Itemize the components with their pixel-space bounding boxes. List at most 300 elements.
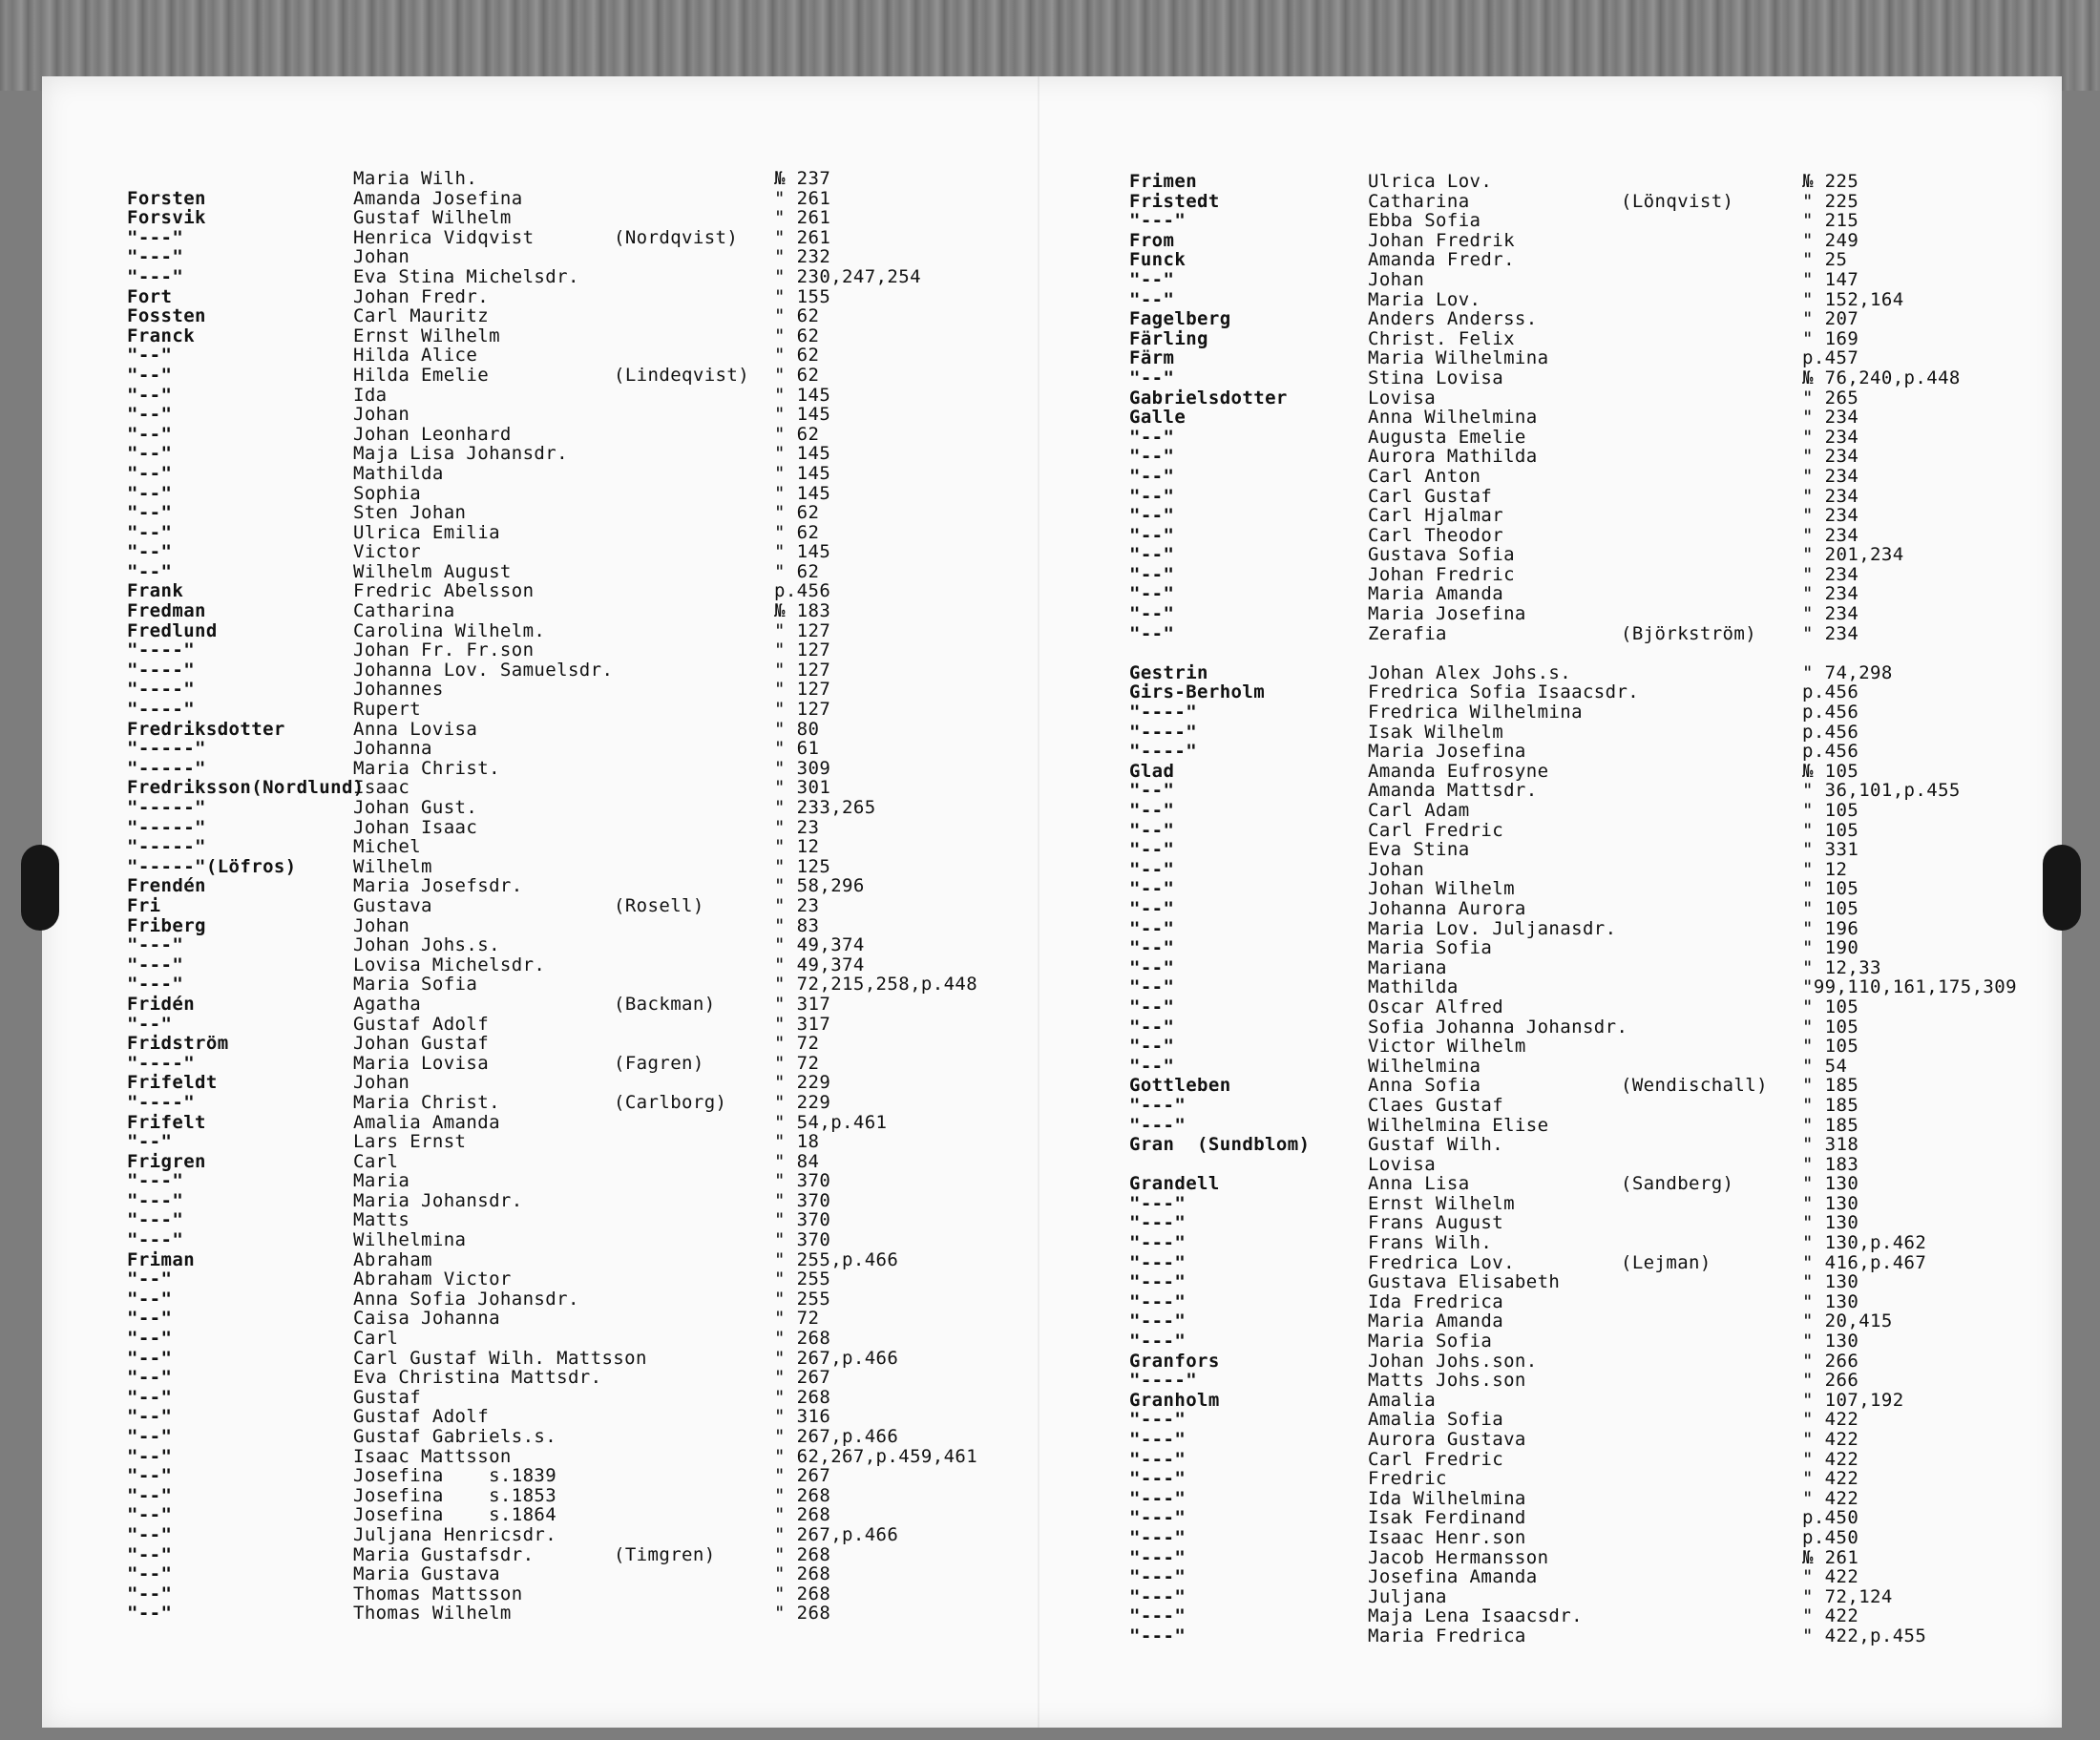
surname-cell: "---" bbox=[1129, 1566, 1186, 1588]
surname-cell: "----" bbox=[127, 659, 196, 681]
surname-cell: Glad bbox=[1129, 760, 1175, 782]
reference-number: " 105 bbox=[1802, 878, 1859, 900]
given-name-cell: Wilhelmina Elise bbox=[1368, 1114, 1549, 1136]
given-name-cell: Maria Lov. Juljanasdr. bbox=[1368, 917, 1617, 939]
given-name-cell: Maria Josefina bbox=[1368, 741, 1526, 763]
surname-cell: "--" bbox=[127, 1386, 173, 1408]
reference-number: " 84 bbox=[774, 1150, 820, 1172]
surname-cell: "-----" bbox=[127, 816, 206, 838]
reference-number: " 234 bbox=[1802, 426, 1859, 448]
reference-number: " 234 bbox=[1802, 563, 1859, 585]
given-name-cell: Caisa Johanna bbox=[353, 1308, 500, 1330]
surname-cell: "--" bbox=[1129, 897, 1175, 919]
given-name-cell: Thomas Mattsson bbox=[353, 1583, 523, 1604]
reference-number: " 127 bbox=[774, 639, 831, 661]
surname-cell: Fagelberg bbox=[1129, 308, 1231, 330]
given-name-cell: Johan Leonhard bbox=[353, 423, 512, 445]
surname-cell: "-----"(Löfros) bbox=[127, 855, 297, 877]
surname-cell: Fri bbox=[127, 894, 161, 916]
given-name-cell: Johan Fredr. bbox=[353, 285, 490, 307]
reference-number: " 145 bbox=[774, 404, 831, 426]
surname-cell: "--" bbox=[1129, 956, 1175, 978]
reference-number: " 54 bbox=[1802, 1055, 1848, 1077]
given-name-cell: Johan Fredric bbox=[1368, 563, 1515, 585]
given-name-cell: Johan Fredrik bbox=[1368, 229, 1515, 251]
reference-number: " 422,p.455 bbox=[1802, 1625, 1927, 1646]
given-name-cell: Carl Fredric bbox=[1368, 1448, 1504, 1470]
maiden-name-note: (Nordqvist) bbox=[614, 226, 739, 248]
given-name-cell: Mathilda bbox=[1368, 976, 1459, 998]
surname-cell: "----" bbox=[127, 639, 196, 661]
reference-number: " 249 bbox=[1802, 229, 1859, 251]
surname-cell: Gottleben bbox=[1129, 1075, 1231, 1097]
surname-cell: "--" bbox=[127, 1347, 173, 1369]
surname-cell: "--" bbox=[127, 1603, 173, 1625]
given-name-cell: Stina Lovisa bbox=[1368, 367, 1504, 388]
given-name-cell: Fredrica Sofia Isaacsdr. bbox=[1368, 681, 1640, 703]
reference-number: " 49,374 bbox=[774, 954, 865, 975]
surname-cell: "---" bbox=[1129, 1192, 1186, 1214]
given-name-cell: Lovisa bbox=[1368, 387, 1437, 409]
surname-cell: "---" bbox=[1129, 1290, 1186, 1312]
surname-cell: Gabrielsdotter bbox=[1129, 387, 1288, 409]
reference-number: " 127 bbox=[774, 619, 831, 641]
given-name-cell: Maria Lovisa bbox=[353, 1052, 490, 1074]
surname-cell: Forsten bbox=[127, 187, 206, 209]
given-name-cell: Carl Anton bbox=[1368, 465, 1481, 487]
given-name-cell: Johan bbox=[353, 246, 410, 268]
maiden-name-note: (Rosell) bbox=[614, 894, 704, 916]
reference-number: № 76,240,p.448 bbox=[1802, 367, 1961, 388]
surname-cell: "--" bbox=[1129, 485, 1175, 507]
given-name-cell: Hilda Emelie bbox=[353, 364, 490, 386]
surname-cell: "--" bbox=[127, 364, 173, 386]
given-name-cell: Carl bbox=[353, 1150, 399, 1172]
reference-number: " 105 bbox=[1802, 996, 1859, 1017]
given-name-cell: Josefina s.1864 bbox=[353, 1504, 557, 1526]
reference-number: " 155 bbox=[774, 285, 831, 307]
given-name-cell: Juljana bbox=[1368, 1585, 1447, 1607]
given-name-cell: Frans Wilh. bbox=[1368, 1232, 1493, 1254]
given-name-cell: Maria Gustava bbox=[353, 1563, 500, 1585]
reference-number: " 261 bbox=[774, 207, 831, 229]
reference-number: " 54,p.461 bbox=[774, 1111, 888, 1133]
reference-number: " 201,234 bbox=[1802, 544, 1904, 566]
surname-cell: "---" bbox=[1129, 1429, 1186, 1450]
surname-cell: "---" bbox=[127, 1209, 184, 1231]
surname-cell: "--" bbox=[1129, 839, 1175, 861]
surname-cell: Färm bbox=[1129, 347, 1175, 369]
surname-cell: "---" bbox=[127, 246, 184, 268]
given-name-cell: Amalia Sofia bbox=[1368, 1409, 1504, 1431]
reference-number: " 234 bbox=[1802, 524, 1859, 546]
surname-cell: Forsvik bbox=[127, 207, 206, 229]
given-name-cell: Carl bbox=[353, 1328, 399, 1350]
surname-cell: Fort bbox=[127, 285, 173, 307]
surname-cell: "-----" bbox=[127, 836, 206, 858]
given-name-cell: Maria Amanda bbox=[1368, 1310, 1504, 1332]
surname-cell: Fridström bbox=[127, 1033, 229, 1055]
reference-number: " 207 bbox=[1802, 308, 1859, 330]
surname-cell: "--" bbox=[127, 1426, 173, 1447]
given-name-cell: Fredric bbox=[1368, 1468, 1447, 1490]
surname-cell: "--" bbox=[127, 1563, 173, 1585]
reference-number: " 317 bbox=[774, 993, 831, 1015]
reference-number: " 72,215,258,p.448 bbox=[774, 974, 978, 996]
reference-number: " 267 bbox=[774, 1465, 831, 1487]
reference-number: " 255 bbox=[774, 1288, 831, 1310]
reference-number: " 130 bbox=[1802, 1192, 1859, 1214]
surname-cell: "---" bbox=[1129, 1487, 1186, 1509]
reference-number: " 127 bbox=[774, 659, 831, 681]
reference-number: " 234 bbox=[1802, 465, 1859, 487]
given-name-cell: Johan bbox=[353, 404, 410, 426]
given-name-cell: Isaac Henr.son bbox=[1368, 1526, 1526, 1548]
given-name-cell: Gustava Sofia bbox=[1368, 544, 1515, 566]
reference-number: " 72 bbox=[774, 1308, 820, 1330]
reference-number: " 147 bbox=[1802, 268, 1859, 290]
reference-number: " 317 bbox=[774, 1013, 831, 1035]
reference-number: " 105 bbox=[1802, 819, 1859, 841]
surname-cell: "--" bbox=[1129, 1055, 1175, 1077]
maiden-name-note: (Sandberg) bbox=[1621, 1173, 1734, 1195]
given-name-cell: Maja Lena Isaacsdr. bbox=[1368, 1605, 1583, 1627]
given-name-cell: Fredric Abelsson bbox=[353, 580, 535, 602]
surname-cell: Friberg bbox=[127, 914, 206, 936]
reference-number: " 267,p.466 bbox=[774, 1347, 899, 1369]
reference-number: " 130,p.462 bbox=[1802, 1232, 1927, 1254]
surname-cell: "---" bbox=[1129, 1331, 1186, 1352]
surname-cell: Fredriksdotter bbox=[127, 718, 285, 740]
surname-cell: "----" bbox=[127, 1052, 196, 1074]
reference-number: " 130 bbox=[1802, 1271, 1859, 1293]
surname-cell: Grandell bbox=[1129, 1173, 1220, 1195]
surname-cell: "---" bbox=[1129, 1310, 1186, 1332]
given-name-cell: Mathilda bbox=[353, 462, 444, 484]
reference-number: " 268 bbox=[774, 1328, 831, 1350]
surname-cell: "----" bbox=[1129, 1370, 1198, 1392]
reference-number: " 422 bbox=[1802, 1448, 1859, 1470]
surname-cell: "--" bbox=[127, 1131, 173, 1153]
surname-cell: Fredlund bbox=[127, 619, 218, 641]
surname-cell: "--" bbox=[127, 541, 173, 563]
surname-cell: "--" bbox=[1129, 800, 1175, 821]
surname-cell: "--" bbox=[127, 482, 173, 504]
given-name-cell: Gustava bbox=[353, 894, 432, 916]
reference-number: " 145 bbox=[774, 462, 831, 484]
surname-cell: "--" bbox=[1129, 505, 1175, 527]
surname-cell: "--" bbox=[127, 1288, 173, 1310]
given-name-cell: Anna Lovisa bbox=[353, 718, 478, 740]
given-name-cell: Ida bbox=[353, 384, 388, 406]
surname-cell: Gran (Sundblom) bbox=[1129, 1134, 1311, 1156]
reference-number: " 266 bbox=[1802, 1370, 1859, 1392]
reference-number: " 261 bbox=[774, 226, 831, 248]
reference-number: " 185 bbox=[1802, 1075, 1859, 1097]
given-name-cell: Isaac bbox=[353, 777, 410, 799]
surname-cell: Gestrin bbox=[1129, 661, 1208, 683]
reference-number: " 145 bbox=[774, 482, 831, 504]
given-name-cell: Lars Ernst bbox=[353, 1131, 467, 1153]
surname-cell: "---" bbox=[127, 974, 184, 996]
given-name-cell: Wilhelmina bbox=[353, 1229, 467, 1251]
given-name-cell: Anders Anderss. bbox=[1368, 308, 1538, 330]
given-name-cell: Maria Gustafsdr. bbox=[353, 1543, 535, 1565]
given-name-cell: Carl Hjalmar bbox=[1368, 505, 1504, 527]
surname-cell: "----" bbox=[127, 1091, 196, 1113]
given-name-cell: Maria Lov. bbox=[1368, 288, 1481, 310]
surname-cell: Frank bbox=[127, 580, 184, 602]
reference-number: " 23 bbox=[774, 816, 820, 838]
surname-cell: "-----" bbox=[127, 738, 206, 760]
surname-cell: "---" bbox=[1129, 1448, 1186, 1470]
reference-number: " 62 bbox=[774, 345, 820, 367]
maiden-name-note: (Wendischall) bbox=[1621, 1075, 1768, 1097]
given-name-cell: Anna Sofia bbox=[1368, 1075, 1481, 1097]
given-name-cell: Josefina s.1853 bbox=[353, 1484, 557, 1506]
surname-cell: "--" bbox=[1129, 622, 1175, 644]
surname-cell: "--" bbox=[127, 1308, 173, 1330]
surname-cell: Fredman bbox=[127, 600, 206, 622]
given-name-cell: Johan Gust. bbox=[353, 797, 478, 818]
given-name-cell: Johan bbox=[1368, 268, 1425, 290]
given-name-cell: Abraham bbox=[353, 1248, 432, 1270]
surname-cell: "--" bbox=[1129, 937, 1175, 959]
reference-number: " 422 bbox=[1802, 1409, 1859, 1431]
reference-number: " 232 bbox=[774, 246, 831, 268]
reference-number: " 127 bbox=[774, 699, 831, 721]
given-name-cell: Ernst Wilhelm bbox=[353, 325, 500, 346]
surname-cell: "---" bbox=[1129, 1585, 1186, 1607]
surname-cell: "--" bbox=[1129, 268, 1175, 290]
reference-number: " 268 bbox=[774, 1603, 831, 1625]
surname-cell: "--" bbox=[127, 521, 173, 543]
surname-cell: "--" bbox=[1129, 288, 1175, 310]
surname-cell: "--" bbox=[127, 404, 173, 426]
surname-cell: "--" bbox=[1129, 780, 1175, 802]
given-name-cell: Maria Johansdr. bbox=[353, 1189, 523, 1211]
surname-cell: "--" bbox=[1129, 996, 1175, 1017]
page-fold bbox=[1038, 76, 1040, 1728]
reference-number: p.456 bbox=[774, 580, 831, 602]
reference-number: " 20,415 bbox=[1802, 1310, 1893, 1332]
surname-cell: "--" bbox=[127, 502, 173, 524]
surname-cell: "--" bbox=[1129, 819, 1175, 841]
given-name-cell: Carl Gustaf Wilh. Mattsson bbox=[353, 1347, 647, 1369]
given-name-cell: Maria Sofia bbox=[353, 974, 478, 996]
surname-cell: "---" bbox=[1129, 1468, 1186, 1490]
reference-number: " 267,p.466 bbox=[774, 1523, 899, 1545]
surname-cell: "--" bbox=[127, 1328, 173, 1350]
surname-cell: "--" bbox=[127, 443, 173, 465]
given-name-cell: Josefina Amanda bbox=[1368, 1566, 1538, 1588]
surname-cell: "---" bbox=[1129, 210, 1186, 232]
given-name-cell: Carl Fredric bbox=[1368, 819, 1504, 841]
given-name-cell: Johanna bbox=[353, 738, 432, 760]
surname-cell: Girs-Berholm bbox=[1129, 681, 1266, 703]
reference-number: " 233,265 bbox=[774, 797, 876, 818]
surname-cell: "--" bbox=[1129, 544, 1175, 566]
reference-number: " 225 bbox=[1802, 190, 1859, 212]
given-name-cell: Gustaf Adolf bbox=[353, 1406, 490, 1428]
given-name-cell: Lovisa Michelsdr. bbox=[353, 954, 546, 975]
given-name-cell: Aurora Mathilda bbox=[1368, 446, 1538, 468]
surname-cell: From bbox=[1129, 229, 1175, 251]
given-name-cell: Eva Christina Mattsdr. bbox=[353, 1367, 602, 1389]
given-name-cell: Anna Sofia Johansdr. bbox=[353, 1288, 579, 1310]
surname-cell: Fredriksson(Nordlund) bbox=[127, 777, 365, 799]
reference-number: " 422 bbox=[1802, 1605, 1859, 1627]
given-name-cell: Ulrica Lov. bbox=[1368, 171, 1493, 192]
surname-cell: "---" bbox=[127, 226, 184, 248]
reference-number: " 268 bbox=[774, 1583, 831, 1604]
given-name-cell: Carl Adam bbox=[1368, 800, 1470, 821]
reference-number: " 25 bbox=[1802, 249, 1848, 271]
given-name-cell: Maria Josefina bbox=[1368, 603, 1526, 625]
surname-cell: "----" bbox=[1129, 741, 1198, 763]
reference-number: " 255,p.466 bbox=[774, 1248, 899, 1270]
surname-cell: Frimen bbox=[1129, 171, 1198, 192]
surname-cell: "--" bbox=[127, 1583, 173, 1604]
given-name-cell: Maria Wilhelmina bbox=[1368, 347, 1549, 369]
reference-number: " 152,164 bbox=[1802, 288, 1904, 310]
given-name-cell: Mariana bbox=[1368, 956, 1447, 978]
given-name-cell: Gustaf Gabriels.s. bbox=[353, 1426, 557, 1447]
reference-number: " 145 bbox=[774, 541, 831, 563]
reference-number: " 370 bbox=[774, 1170, 831, 1192]
given-name-cell: Oscar Alfred bbox=[1368, 996, 1504, 1017]
given-name-cell: Matts Johs.son bbox=[1368, 1370, 1526, 1392]
surname-cell: "---" bbox=[1129, 1271, 1186, 1293]
reference-number: " 125 bbox=[774, 855, 831, 877]
surname-cell: "--" bbox=[1129, 465, 1175, 487]
given-name-cell: Ernst Wilhelm bbox=[1368, 1192, 1515, 1214]
given-name-cell: Hilda Alice bbox=[353, 345, 478, 367]
given-name-cell: Ida Wilhelmina bbox=[1368, 1487, 1526, 1509]
reference-number: " 422 bbox=[1802, 1487, 1859, 1509]
given-name-cell: Wilhelmina bbox=[1368, 1055, 1481, 1077]
surname-cell: "--" bbox=[127, 1013, 173, 1035]
given-name-cell: Amanda Eufrosyne bbox=[1368, 760, 1549, 782]
reference-number: " 268 bbox=[774, 1504, 831, 1526]
reference-number: " 267 bbox=[774, 1367, 831, 1389]
given-name-cell: Lovisa bbox=[1368, 1153, 1437, 1175]
reference-number: " 370 bbox=[774, 1229, 831, 1251]
surname-cell: Fridén bbox=[127, 993, 196, 1015]
reference-number: p.457 bbox=[1802, 347, 1859, 369]
reference-number: " 268 bbox=[774, 1484, 831, 1506]
given-name-cell: Henrica Vidqvist bbox=[353, 226, 535, 248]
given-name-cell: Carl Gustaf bbox=[1368, 485, 1493, 507]
surname-cell: "--" bbox=[1129, 1016, 1175, 1038]
reference-number: " 130 bbox=[1802, 1212, 1859, 1234]
given-name-cell: Maria Amanda bbox=[1368, 583, 1504, 605]
reference-number: " 72,124 bbox=[1802, 1585, 1893, 1607]
surname-cell: "---" bbox=[127, 265, 184, 287]
given-name-cell: Ida Fredrica bbox=[1368, 1290, 1504, 1312]
reference-number: " 80 bbox=[774, 718, 820, 740]
reference-number: " 62 bbox=[774, 521, 820, 543]
reference-number: p.456 bbox=[1802, 702, 1859, 723]
reference-number: p.456 bbox=[1802, 721, 1859, 743]
reference-number: № 261 bbox=[1802, 1546, 1859, 1568]
surname-cell: "---" bbox=[1129, 1212, 1186, 1234]
reference-number: " 229 bbox=[774, 1091, 831, 1113]
surname-cell: "--" bbox=[1129, 583, 1175, 605]
surname-cell: Fossten bbox=[127, 305, 206, 327]
given-name-cell: Matts bbox=[353, 1209, 410, 1231]
reference-number: " 12 bbox=[774, 836, 820, 858]
given-name-cell: Amanda Josefina bbox=[353, 187, 523, 209]
given-name-cell: Gustaf Wilhelm bbox=[353, 207, 512, 229]
reference-number: " 62 bbox=[774, 423, 820, 445]
given-name-cell: Johan bbox=[353, 914, 410, 936]
surname-cell: "---" bbox=[1129, 1605, 1186, 1627]
reference-number: " 130 bbox=[1802, 1173, 1859, 1195]
reference-number: " 416,p.467 bbox=[1802, 1251, 1927, 1273]
surname-cell: "--" bbox=[1129, 858, 1175, 880]
given-name-cell: Maria Christ. bbox=[353, 757, 500, 779]
surname-cell: "--" bbox=[127, 1465, 173, 1487]
surname-cell: "---" bbox=[127, 954, 184, 975]
reference-number: " 62,267,p.459,461 bbox=[774, 1445, 978, 1467]
given-name-cell: Zerafia bbox=[1368, 622, 1447, 644]
given-name-cell: Johan Gustaf bbox=[353, 1033, 490, 1055]
reference-number: " 318 bbox=[1802, 1134, 1859, 1156]
surname-cell: "---" bbox=[1129, 1526, 1186, 1548]
surname-cell: "----" bbox=[127, 699, 196, 721]
reference-number: " 190 bbox=[1802, 937, 1859, 959]
given-name-cell: Jacob Hermansson bbox=[1368, 1546, 1549, 1568]
index-sheet bbox=[42, 76, 2062, 1728]
surname-cell: "--" bbox=[1129, 563, 1175, 585]
reference-number: " 62 bbox=[774, 502, 820, 524]
surname-cell: "---" bbox=[1129, 1625, 1186, 1646]
reference-number: " 61 bbox=[774, 738, 820, 760]
given-name-cell: Amanda Fredr. bbox=[1368, 249, 1515, 271]
surname-cell: Fristedt bbox=[1129, 190, 1220, 212]
given-name-cell: Sophia bbox=[353, 482, 422, 504]
reference-number: " 261 bbox=[774, 187, 831, 209]
reference-number: " 105 bbox=[1802, 1016, 1859, 1038]
reference-number: " 58,296 bbox=[774, 875, 865, 897]
reference-number: " 105 bbox=[1802, 1036, 1859, 1058]
surname-cell: "--" bbox=[127, 1367, 173, 1389]
surname-cell: Granholm bbox=[1129, 1389, 1220, 1411]
reference-number: " 234 bbox=[1802, 485, 1859, 507]
given-name-cell: Gustaf bbox=[353, 1386, 422, 1408]
given-name-cell: Johanna Aurora bbox=[1368, 897, 1526, 919]
given-name-cell: Amanda Mattsdr. bbox=[1368, 780, 1538, 802]
given-name-cell: Isak Wilhelm bbox=[1368, 721, 1504, 743]
reference-number: " 234 bbox=[1802, 446, 1859, 468]
surname-cell: "---" bbox=[1129, 1507, 1186, 1529]
reference-number: " 268 bbox=[774, 1543, 831, 1565]
surname-cell: "---" bbox=[127, 1170, 184, 1192]
given-name-cell: Maria Christ. bbox=[353, 1091, 500, 1113]
given-name-cell: Carl Mauritz bbox=[353, 305, 490, 327]
maiden-name-note: (Lönqvist) bbox=[1621, 190, 1734, 212]
surname-cell: "---" bbox=[1129, 1409, 1186, 1431]
reference-number: p.450 bbox=[1802, 1526, 1859, 1548]
reference-number: " 309 bbox=[774, 757, 831, 779]
reference-number: " 331 bbox=[1802, 839, 1859, 861]
given-name-cell: Fredrica Lov. bbox=[1368, 1251, 1515, 1273]
reference-number: " 234 bbox=[1802, 603, 1859, 625]
given-name-cell: Catharina bbox=[353, 600, 455, 622]
given-name-cell: Eva Stina bbox=[1368, 839, 1470, 861]
reference-number: " 267,p.466 bbox=[774, 1426, 899, 1447]
